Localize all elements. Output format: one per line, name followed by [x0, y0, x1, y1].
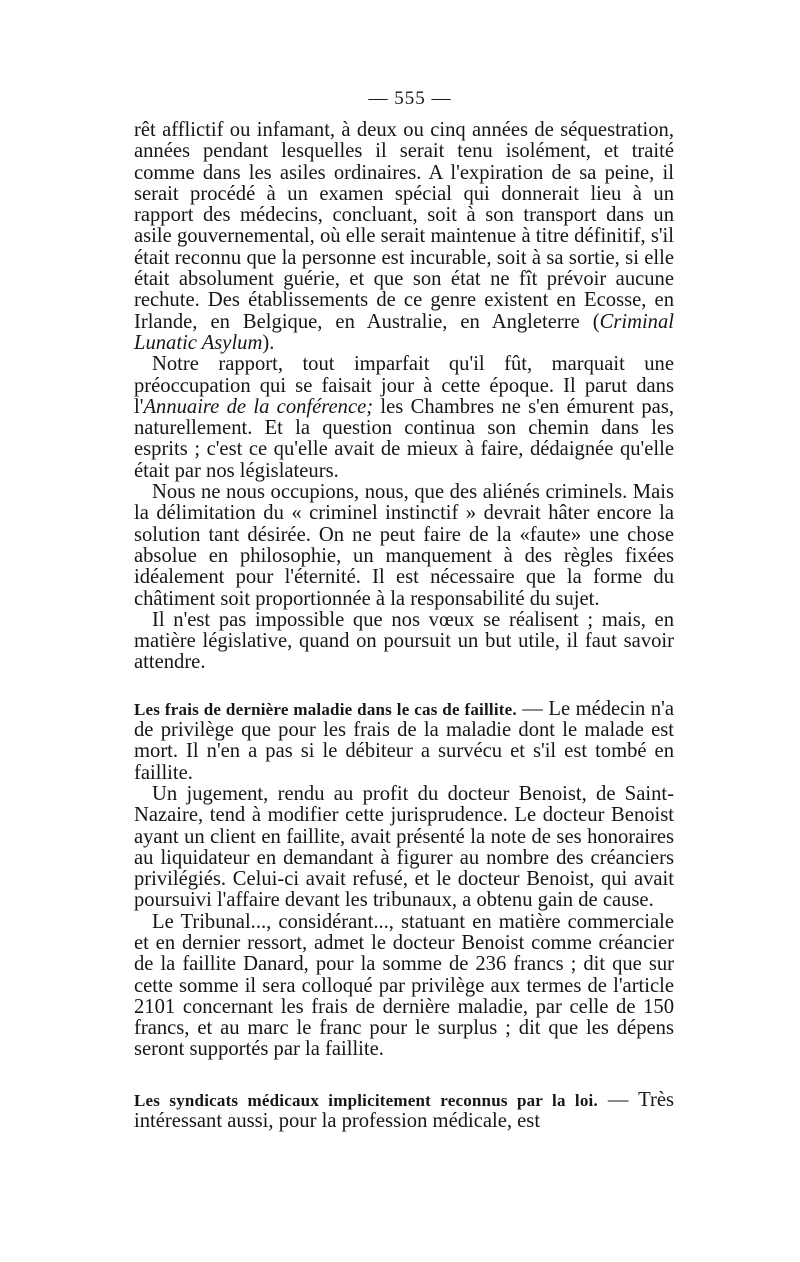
paragraph-alienes: Nous ne nous occupions, nous, que des aliénés criminels. Mais la délimitation du « criminel instinctif » devrait hâter encore la solution tant désirée. On ne peut faire de la «faute» une chose absolue en philosophie, un manquement à des règles fixées idéalement pour l'éternité. Il est nécessaire que la forme du châtiment soit proportionnée à la responsabilité du sujet.	[134, 481, 674, 610]
section-lead-text: Le médecin n'a de privilège que pour les frais de la maladie dont le malade est mort. Il n'en a pas si le débiteur a survécu et s'il est tombé en faillite.	[134, 697, 674, 784]
paragraph-jugement: Un jugement, rendu au profit du docteur Benoist, de Saint-Nazaire, tend à modifier cette jurisprudence. Le docteur Benoist ayant un client en faillite, avait présenté la note de ses honoraires au liquidateur en demandant à figurer au nombre des créanciers privilégiés. Celui-ci avait refusé, et le docteur Benoist, qui avait poursuivi l'affaire devant les tribunaux, a obtenu gain de cause.	[134, 782, 674, 912]
paragraph-text: les Chambres ne s'en émurent pas, naturellement. Et la question continua son chemin dans les esprits ; c'est ce qu'elle avait de mieux à faire, dédaignée qu'elle était par nos législateurs.	[134, 395, 674, 482]
section-gap	[134, 1061, 674, 1090]
section-lead-text: Très intéressant aussi, pour la profession médicale, est	[134, 1088, 674, 1133]
paragraph-rapport	[134, 354, 674, 482]
heading-dash: —	[516, 697, 549, 720]
paragraph-continuation	[134, 120, 674, 354]
section-heading: Les frais de dernière maladie dans le cas de faillite.	[134, 699, 517, 719]
section-syndicats	[134, 1090, 674, 1133]
page-number: — 555 —	[368, 88, 452, 109]
paragraph-text: rêt afflictif ou infamant, à deux ou cinq années de séquestration, années pendant lesquelles il serait tenu isolément, et traité comme dans les asiles ordinaires. A l'expiration de sa peine, il serait procédé à un examen spécial qui donnerait lieu à un rapport des médecins, concluant, soit à son transport dans un asile gouvernemental, où elle serait maintenue à titre définitif, s'il était reconnu que la personne est incurable, soit à sa sortie, si elle était absolument guérie, et que son état ne fît prévoir aucune rechute. Des établissements de ce genre existent en Ecosse, en Irlande, en Belgique, en Australie, en Angleterre (	[134, 119, 674, 333]
section-heading: Les syndicats médicaux implicitement reconnus par la loi.	[134, 1090, 598, 1110]
paragraph-closing: ).	[262, 331, 275, 354]
heading-dash: —	[597, 1088, 639, 1111]
section-frais-faillite	[134, 699, 674, 784]
italic-annuaire-title: Annuaire de la conférence;	[143, 395, 374, 418]
paragraph-text: Notre rapport, tout imparfait qu'il fût, marquait une préoccupation qui se faisait jour à cette époque. Il parut dans l'	[134, 353, 674, 418]
italic-asylum-term: Criminal Lunatic Asylum	[134, 310, 674, 354]
paragraph-voeux: Il n'est pas impossible que nos vœux se réalisent ; mais, en matière législative, quand on poursuit un but utile, il faut savoir attendre.	[134, 608, 674, 674]
paragraph-tribunal: Le Tribunal..., considérant..., statuant en matière commerciale et en dernier ressort, admet le docteur Benoist comme créancier de la faillite Danard, pour la somme de 236 francs ; dit que sur cette somme il sera colloqué par privilège aux termes de l'article 2101 concernant les frais de dernière maladie, par celle de 150 francs, et au marc le franc pour le surplus ; dit que les dépens seront supportés par la faillite.	[134, 910, 674, 1061]
section-gap	[134, 674, 674, 699]
book-page	[134, 88, 674, 1132]
